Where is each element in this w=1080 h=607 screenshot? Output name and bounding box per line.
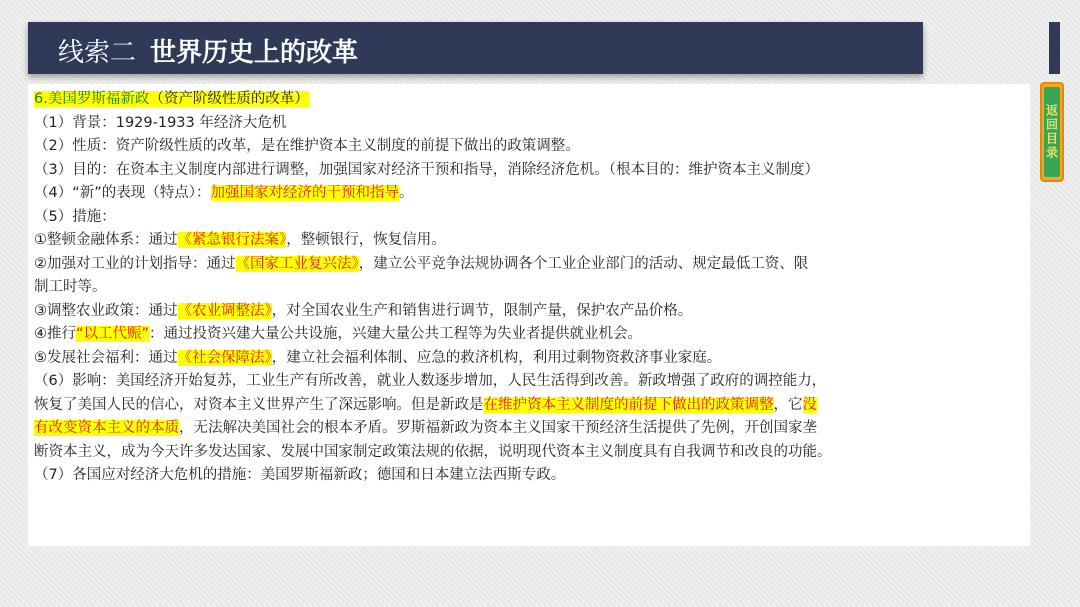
- section-heading-title: 6.美国罗斯福新政: [34, 91, 150, 107]
- toc-button-inner: [1044, 87, 1060, 177]
- highlight-features: 加强国家对经济的干预和指导: [210, 185, 399, 201]
- text-line-purpose: （3）目的：在资本主义制度内部进行调整，加强国家对经济干预和指导，消除经济危机。（根本目的：维护资本主义制度）: [34, 161, 819, 178]
- content-panel: [28, 84, 1030, 546]
- title-prefix: 线索二: [58, 38, 137, 68]
- text-line-impact-1: （6）影响：美国经济开始复苏，工业生产有所改善，就业人数逐步增加，人民生活得到改善。新政增强了政府的调控能力，: [34, 373, 827, 389]
- text-line-measure-industry-cont: 制工时等。: [34, 279, 107, 295]
- highlight-policy-adjustment: 在维护资本主义制度的前提下做出的政策调整: [483, 396, 774, 413]
- section-heading: [34, 88, 1030, 112]
- title-main: 世界历史上的改革: [150, 38, 359, 68]
- section-heading-note: （资产阶级性质的改革）: [149, 91, 309, 107]
- highlight-agricultural-adjustment-act: 《农业调整法》: [177, 302, 272, 319]
- highlight-work-relief: “以工代赈”: [76, 326, 150, 342]
- page-title: [58, 32, 358, 69]
- title-bar: [28, 22, 923, 74]
- text-line-impact-4: 断资本主义，成为今天许多发达国家、发展中国家制定政策法规的依据，说明现代资本主义制度具有自我调节和改良的功能。: [34, 443, 832, 460]
- text-line-impact-2: 恢复了美国人民的信心，对资本主义世界产生了深远影响。但是新政是在维护资本主义制度的前提下做出的政策调整，它没: [34, 396, 817, 413]
- text-line-measure-industry: ②加强对工业的计划指导：通过《国家工业复兴法》，建立公平竞争法规协调各个工业企业部门的活动、规定最低工资、限: [34, 255, 809, 272]
- highlight-industrial-recovery-act: 《国家工业复兴法》: [235, 255, 359, 272]
- text-line-impact-3: 有改变资本主义的本质，无法解决美国社会的根本矛盾。罗斯福新政为资本主义国家干预经济生活提供了先例，开创国家垄: [34, 420, 817, 436]
- text-line-measure-work-relief: ④推行“以工代赈”：通过投资兴建大量公共设施，兴建大量公共工程等为失业者提供就业机会。: [34, 326, 643, 342]
- highlight-essence-start: 没: [802, 396, 817, 413]
- text-line-responses: （7）各国应对经济大危机的措施：美国罗斯福新政；德国和日本建立法西斯专政。: [34, 467, 566, 483]
- text-line-background: （1）背景：1929-1933 年经济大危机: [34, 114, 287, 131]
- toc-button-label: 返回目录: [1044, 104, 1059, 160]
- text-line-features: （4）“新”的表现（特点）：加强国家对经济的干预和指导。: [34, 185, 414, 201]
- text-line-measure-welfare: ⑤发展社会福利：通过《社会保障法》，建立社会福利体制、应急的救济机构，利用过剩物资救济事业家庭。: [34, 349, 722, 366]
- back-to-contents-button[interactable]: [1040, 82, 1064, 182]
- highlight-essence-end: 有改变资本主义的本质: [34, 420, 179, 436]
- highlight-emergency-banking-act: 《紧急银行法案》: [177, 232, 287, 248]
- decorative-stripe: [1049, 22, 1060, 74]
- text-line-measure-finance: ①整顿金融体系：通过《紧急银行法案》，整顿银行，恢复信用。: [34, 232, 446, 248]
- text-line-measures: （5）措施：: [34, 208, 116, 225]
- text-line-measure-agriculture: ③调整农业政策：通过《农业调整法》，对全国农业生产和销售进行调节，限制产量，保护农产品价格。: [34, 302, 693, 319]
- highlight-social-security-act: 《社会保障法》: [177, 349, 272, 366]
- text-line-nature: （2）性质：资产阶级性质的改革，是在维护资本主义制度的前提下做出的政策调整。: [34, 138, 580, 154]
